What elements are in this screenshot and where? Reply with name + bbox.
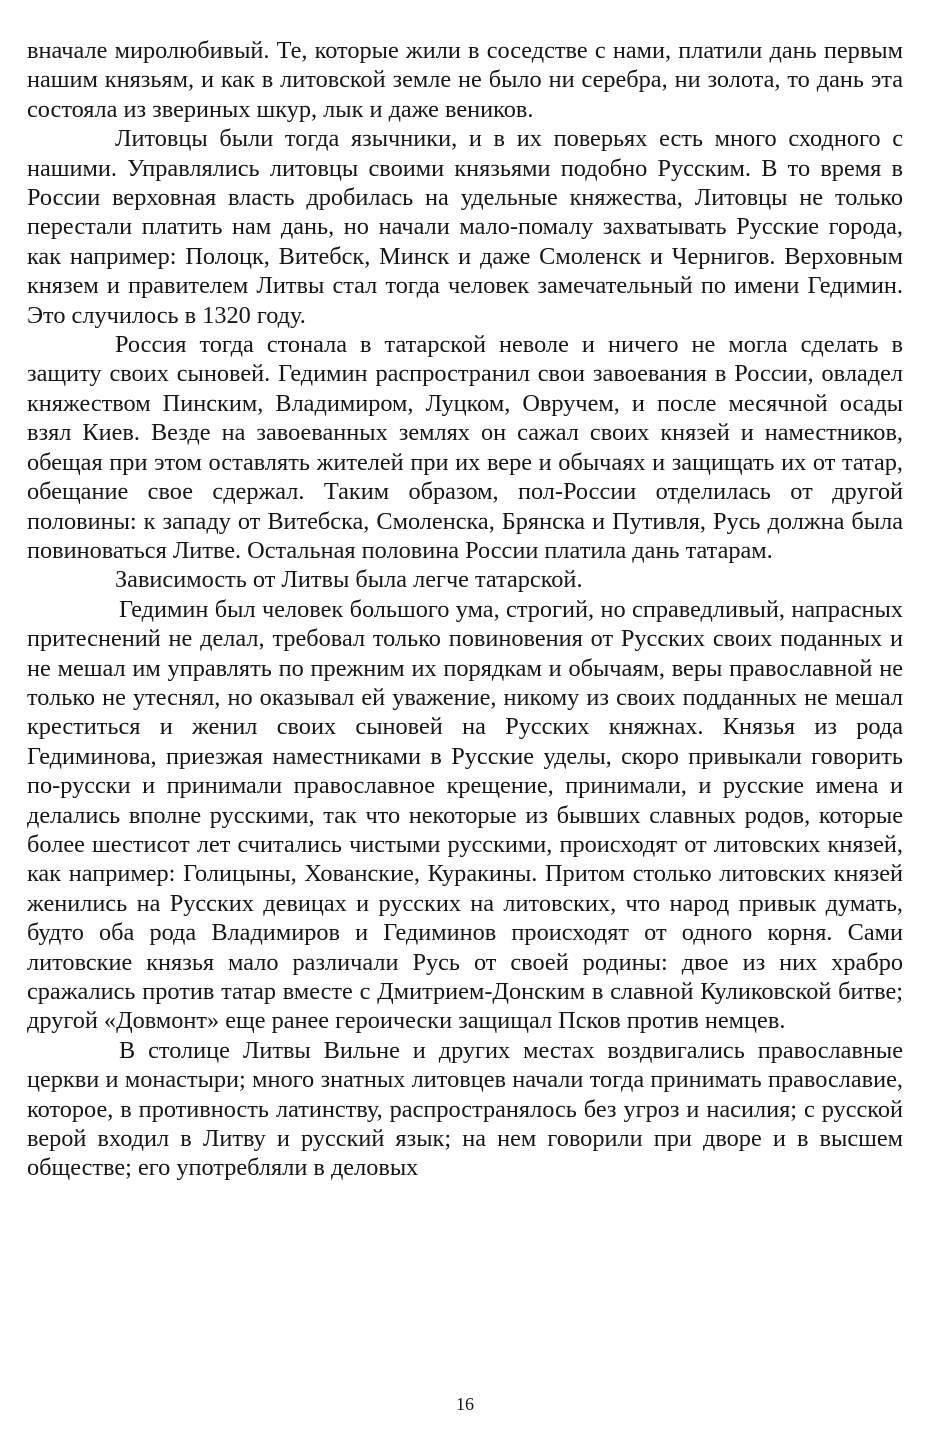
paragraph-3: Россия тогда стонала в татарской неволе и ничего не могла сделать в защиту своих сыновей. Гедимин распространил свои завоевания в России, овладел княжеством Пинским, Владимиром, Луцком, Овручем, и после месячной осады взял Киев. Везде на завоеванных землях он сажал своих князей и наместников, обещая при этом оставлять жителей при их вере и обычаях и защищать их от татар, обещание свое сдержал. Таким образом, пол-России отделилась от другой половины: к западу от Витебска, Смоленска, Брянска и Путивля, Русь должна была повиноваться Литве. Остальная половина России платила дань татарам. [27, 331, 903, 564]
page-number: 16 [456, 1394, 474, 1414]
paragraph-1: вначале миролюбивый. Те, которые жили в соседстве с нами, платили дань первым нашим князьям, и как в литовской земле не было ни серебра, ни золота, то дань эта состояла из звериных шкур, лык и даже веников. [27, 37, 903, 123]
paragraph-2: Литовцы были тогда язычники, и в их поверьях есть много сходного с нашими. Управлялись литовцы своими князьями подобно Русским. В то время в России верховная власть дробилась на удельные княжества, Литовцы не только перестали платить нам дань, но начали мало-помалу захватывать Русские города, как например: Полоцк, Витебск, Минск и даже Смоленск и Чернигов. Верховным князем и правителем Литвы стал тогда человек замечательный по имени Гедимин. Это случилось в 1320 году. [27, 125, 903, 329]
paragraph-5: Гедимин был человек большого ума, строгий, но справедливый, напрасных притеснений не делал, требовал только повиновения от Русских своих поданных и не мешал им управлять по прежним их порядкам и обычаям, веры православной не только не утеснял, но оказывал ей уважение, никому из своих подданных не мешал креститься и женил своих сыновей на Русских княжнах. Князья из рода Гедиминова, приезжая наместниками в Русские уделы, скоро привыкали говорить по-русски и принимали православное крещение, принимали, и русские имена и делались вполне русскими, так что некоторые из бывших славных родов, которые более шестисот лет считались чистыми русскими, происходят от литовских князей, как например: Голицыны, Хованские, Куракины. Притом столько литовских князей женились на Русских девицах и русских на литовских, что народ привык думать, будто оба рода Владимиров и Гедиминов происходят от одного корня. Сами литовские князья мало различали Русь от своей родины: двое из них храбро сражались против татар вместе с Дмитрием-Донским в славной Куликовской битве; другой «Довмонт» еще ранее героически защищал Псков против немцев. [27, 595, 903, 1035]
page-body [27, 36, 903, 1183]
paragraph-4: Зависимость от Литвы была легче татарской. [115, 566, 583, 594]
paragraph-6: В столице Литвы Вильне и других местах воздвигались православные церкви и монастыри; много знатных литовцев начали тогда принимать православие, которое, в противность латинству, распространялось без угроз и насилия; с русской верой входил в Литву и русский язык; на нем говорили при дворе и в высшем обществе; его употребляли в деловых [27, 1036, 903, 1182]
